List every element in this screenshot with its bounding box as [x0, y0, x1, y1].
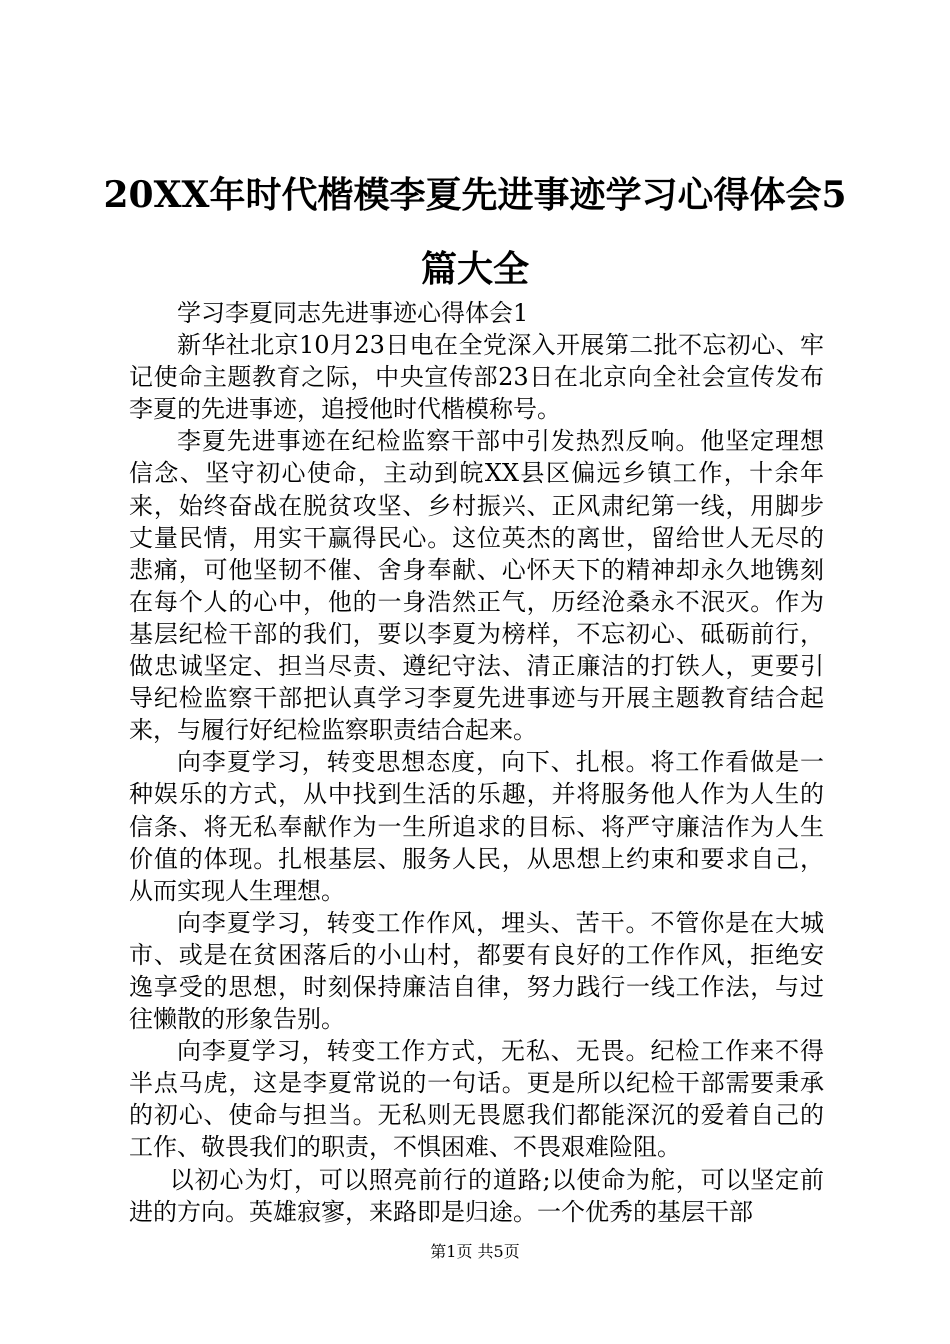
section-heading: 学习李夏同志先进事迹心得体会1	[177, 299, 529, 327]
page-number-footer: 第1页 共5页	[430, 1242, 520, 1261]
paragraph-3: 向李夏学习，转变思想态度，向下、扎根。将工作看做是一种娱乐的方式，从中找到生活的乐趣，并将服务他人作为人生的信条、将无私奉献作为一生所追求的目标、将严守廉洁作为人生价值的体现。扎根基层、服务人民，从思想上约束和要求自己，从而实现人生理想。	[129, 748, 824, 905]
paragraph-6: 以初心为灯，可以照亮前行的道路;以使命为舵，可以坚定前进的方向。英雄寂寥，来路即是归途。一个优秀的基层干部	[129, 1165, 824, 1226]
document-body	[129, 297, 824, 1228]
document-title: 20XX年时代楷模李夏先进事迹学习心得体会5篇大全	[103, 174, 847, 290]
paragraph-4: 向李夏学习，转变工作作风，埋头、苦干。不管你是在大城市、或是在贫困落后的小山村，都要有良好的工作作风，拒绝安逸享受的思想，时刻保持廉洁自律，努力践行一线工作法，与过往懒散的形象告别。	[129, 908, 824, 1034]
paragraph-2: 李夏先进事迹在纪检监察干部中引发热烈反响。他坚定理想信念、坚守初心使命，主动到皖XX县区偏远乡镇工作，十余年来，始终奋战在脱贫攻坚、乡村振兴、正风肃纪第一线，用脚步丈量民情，用实干赢得民心。这位英杰的离世，留给世人无尽的悲痛，可他坚韧不催、舍身奉献、心怀天下的精神却永久地镌刻在每个人的心中，他的一身浩然正气，历经沧桑永不泯灭。作为基层纪检干部的我们，要以李夏为榜样，不忘初心、砥砺前行，做忠诚坚定、担当尽责、遵纪守法、清正廉洁的打铁人，更要引导纪检监察干部把认真学习李夏先进事迹与开展主题教育结合起来，与履行好纪检监察职责结合起来。	[129, 427, 824, 745]
paragraph-1: 新华社北京10月23日电在全党深入开展第二批不忘初心、牢记使命主题教育之际，中央宣传部23日在北京向全社会宣传发布李夏的先进事迹，追授他时代楷模称号。	[129, 331, 824, 424]
paragraph-5: 向李夏学习，转变工作方式，无私、无畏。纪检工作来不得半点马虎，这是李夏常说的一句话。更是所以纪检干部需要秉承的初心、使命与担当。无私则无畏愿我们都能深沉的爱着自己的工作、敬畏我们的职责，不惧困难、不畏艰难险阻。	[129, 1037, 824, 1162]
